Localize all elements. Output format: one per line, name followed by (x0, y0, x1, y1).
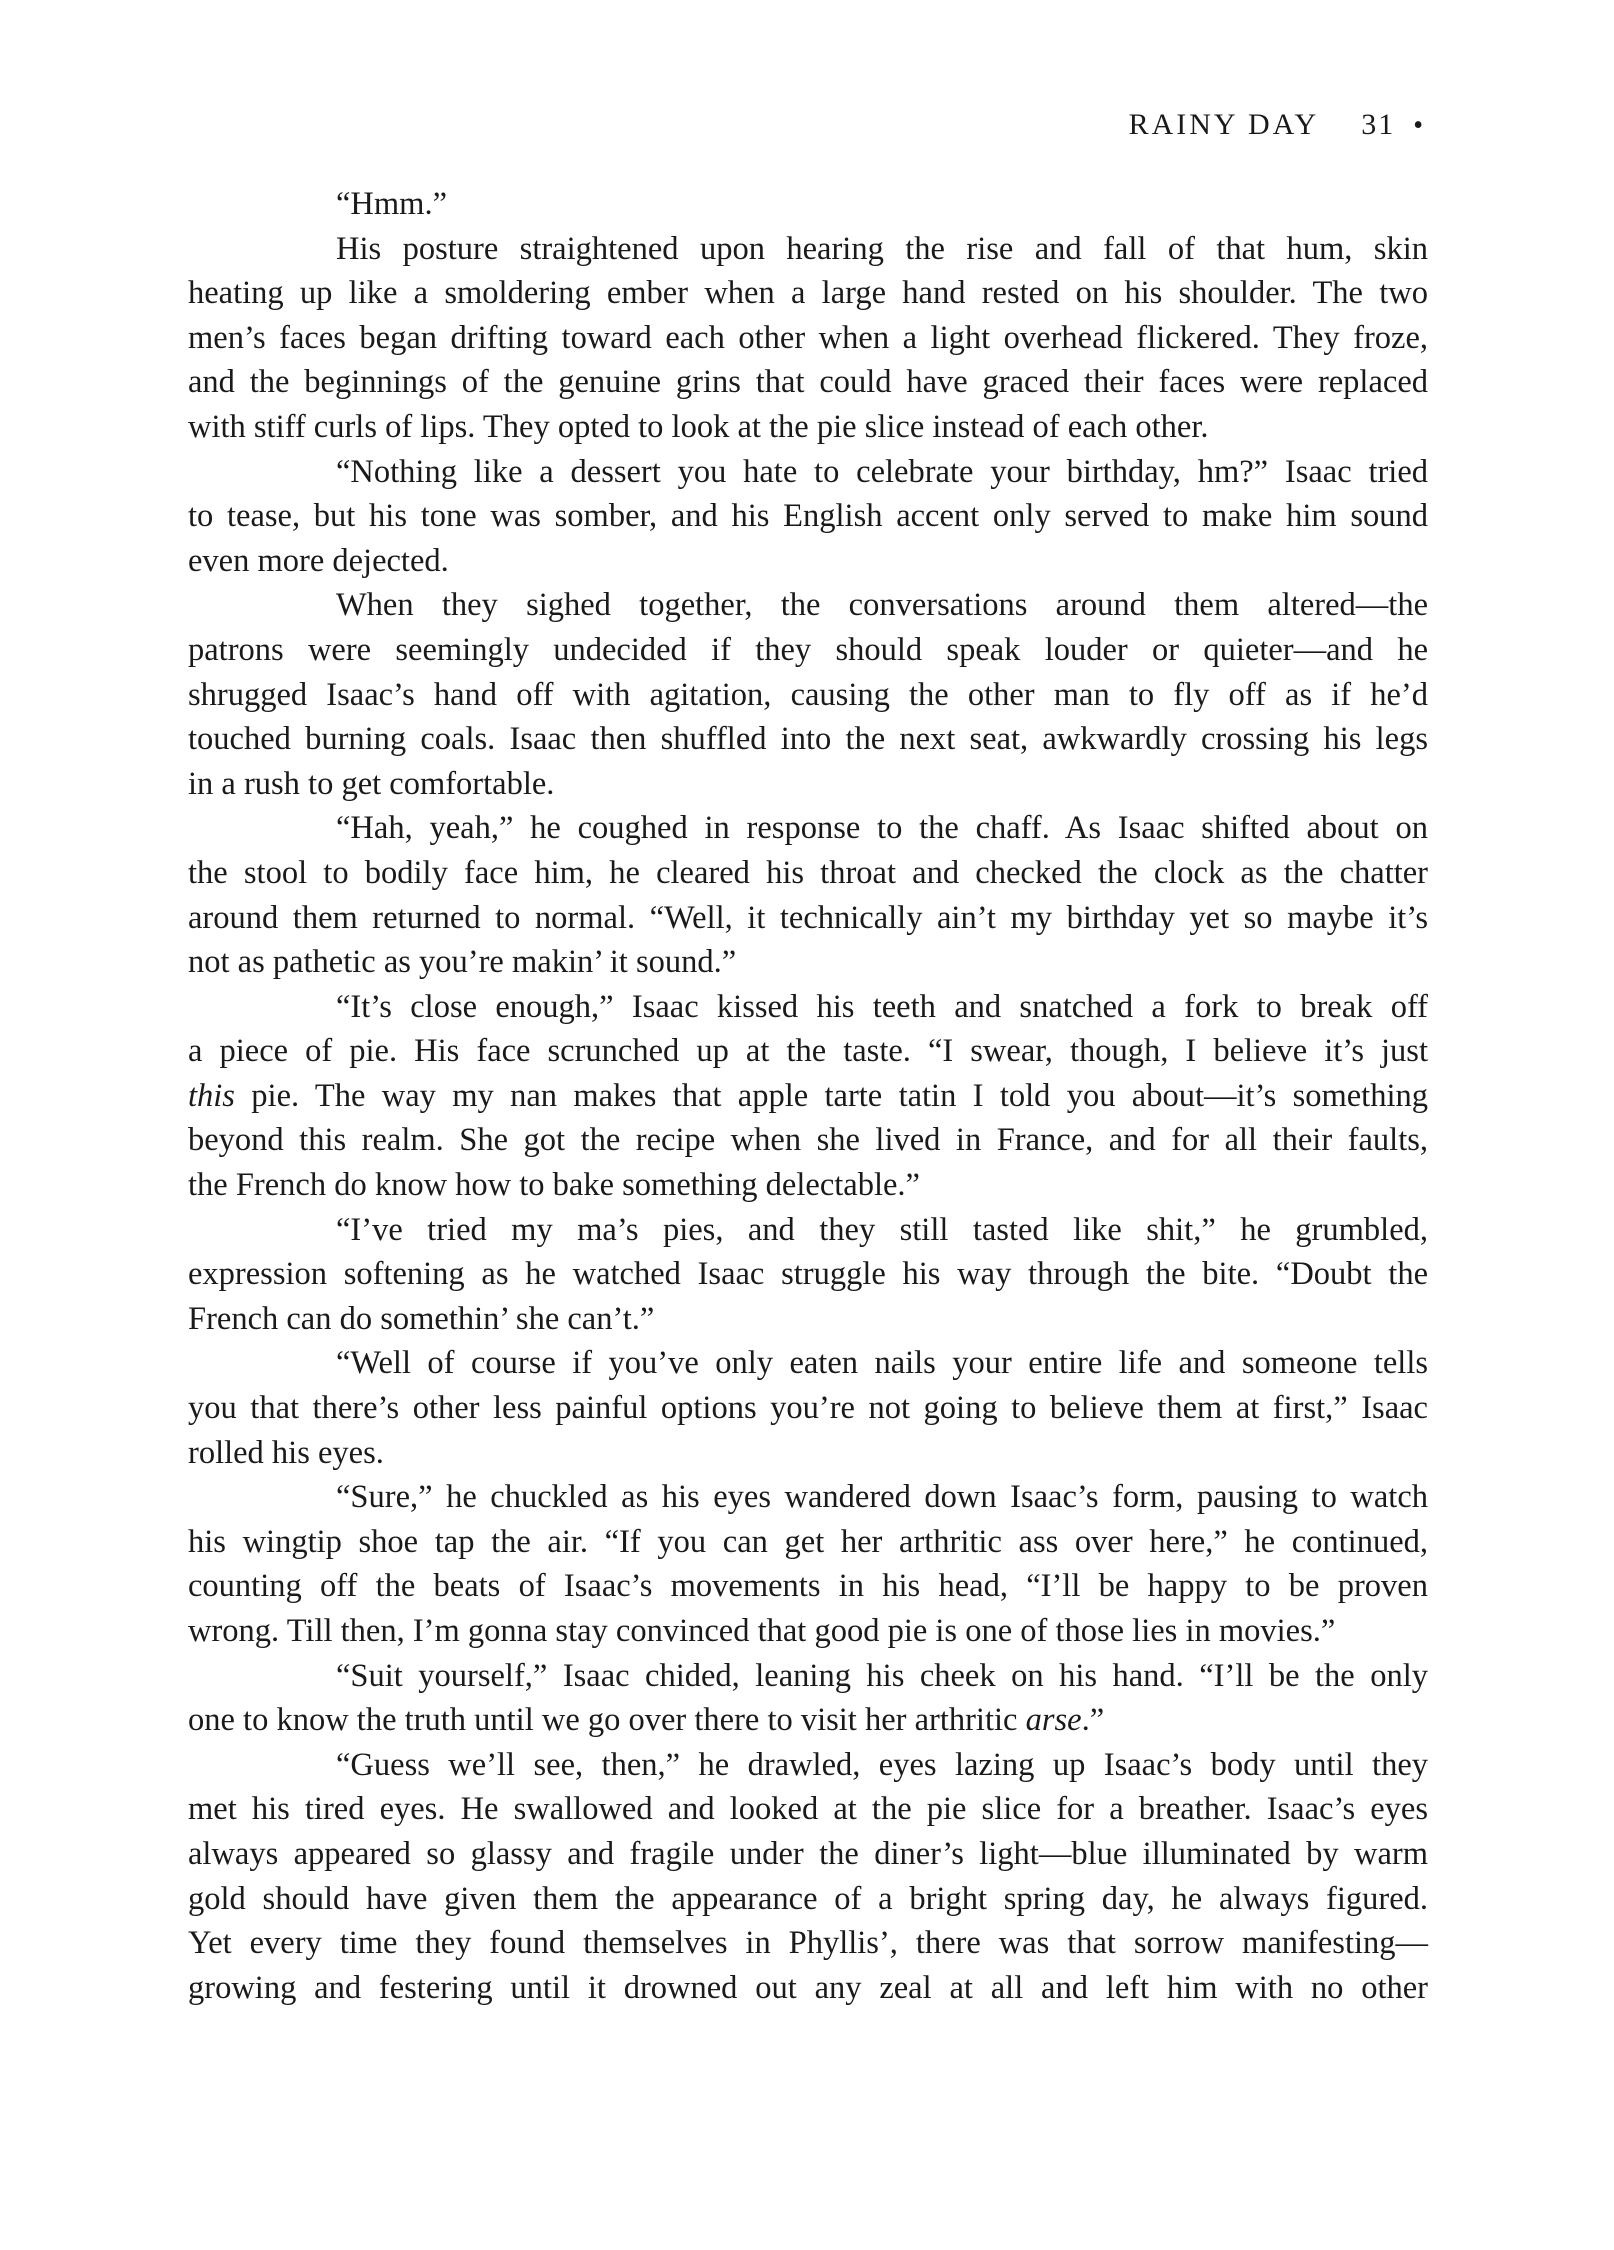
text-line: French can do somethin’ she can’t.” (188, 1300, 655, 1337)
running-head-title: RAINY DAY (1128, 108, 1320, 141)
text-line: in a rush to get comfortable. (188, 765, 555, 802)
running-head (1129, 108, 1426, 142)
text-line: “It’s close enough,” Isaac kissed his teeth and snatched a fork to break off (336, 988, 1428, 1025)
text-line: the stool to bodily face him, he cleared his throat and checked the clock as the chatter (188, 854, 1428, 891)
text-line: men’s faces began drifting toward each other when a light overhead flickered. They froze, (188, 319, 1428, 356)
page-number: 31 (1361, 108, 1396, 141)
text-line: His posture straightened upon hearing the rise and fall of that hum, skin (336, 230, 1428, 267)
text-line: counting off the beats of Isaac’s movements in his head, “I’ll be happy to be proven (188, 1568, 1428, 1605)
text-line: “Guess we’ll see, then,” he drawled, eyes lazing up Isaac’s body until they (336, 1746, 1428, 1783)
text-line: you that there’s other less painful options you’re not going to believe them at first,” Isaac (188, 1390, 1428, 1427)
text-line: the French do know how to bake something delectable.” (188, 1167, 920, 1204)
italic-emphasis: this (188, 1077, 235, 1114)
text-line: shrugged Isaac’s hand off with agitation, causing the other man to fly off as if he’d (188, 676, 1428, 713)
text-line: beyond this realm. She got the recipe when she lived in France, and for all their faults, (188, 1122, 1428, 1159)
text-line: When they sighed together, the conversations around them altered—the (336, 587, 1428, 624)
text-line: “I’ve tried my ma’s pies, and they still tasted like shit,” he grumbled, (336, 1211, 1428, 1248)
text-line: a piece of pie. His face scrunched up at the taste. “I swear, though, I believe it’s just (188, 1033, 1428, 1070)
text-line: around them returned to normal. “Well, it technically ain’t my birthday yet so maybe it’s (188, 899, 1428, 936)
body-text (188, 182, 1428, 2010)
text-line: with stiff curls of lips. They opted to look at the pie slice instead of each other. (188, 408, 1209, 445)
text-line: and the beginnings of the genuine grins that could have graced their faces were replaced (188, 364, 1428, 401)
text-line: “Hmm.” (336, 186, 448, 222)
text-line: “Suit yourself,” Isaac chided, leaning his cheek on his hand. “I’ll be the only (336, 1657, 1428, 1694)
text-line: “Sure,” he chuckled as his eyes wandered down Isaac’s form, pausing to watch (336, 1479, 1428, 1516)
text-line: “Nothing like a dessert you hate to celebrate your birthday, hm?” Isaac tried (336, 453, 1428, 490)
text-line: wrong. Till then, I’m gonna stay convinced that good pie is one of those lies in movies.” (188, 1613, 1336, 1649)
text-line: this pie. The way my nan makes that apple tarte tatin I told you about—it’s something (188, 1077, 1428, 1114)
text-line: “Well of course if you’ve only eaten nails your entire life and someone tells (336, 1345, 1428, 1382)
text-line: gold should have given them the appearance of a bright spring day, he always figured. (188, 1880, 1428, 1917)
text-line: even more dejected. (188, 542, 449, 579)
page-number-bullet: • (1413, 110, 1426, 141)
text-line: always appeared so glassy and fragile under the diner’s light—blue illuminated by warm (188, 1835, 1428, 1872)
text-line: expression softening as he watched Isaac struggle his way through the bite. “Doubt the (188, 1256, 1428, 1293)
text-line: growing and festering until it drowned out any zeal at all and left him with no other (188, 1969, 1428, 2006)
text-line: not as pathetic as you’re makin’ it sound.” (188, 944, 737, 981)
italic-emphasis: arse (1025, 1702, 1082, 1739)
text-line: to tease, but his tone was somber, and his English accent only served to make him sound (188, 498, 1428, 535)
text-line: Yet every time they found themselves in Phyllis’, there was that sorrow manifesting— (188, 1925, 1428, 1962)
text-line: heating up like a smoldering ember when a large hand rested on his shoulder. The two (188, 275, 1428, 312)
text-line: his wingtip shoe tap the air. “If you can get her arthritic ass over here,” he continued, (188, 1523, 1428, 1560)
text-line: met his tired eyes. He swallowed and looked at the pie slice for a breather. Isaac’s eyes (188, 1791, 1428, 1828)
text-line: one to know the truth until we go over there to visit her arthritic arse.” (188, 1702, 1105, 1739)
text-line: patrons were seemingly undecided if they should speak louder or quieter—and he (188, 631, 1428, 668)
text-line: rolled his eyes. (188, 1434, 384, 1471)
text-line: touched burning coals. Isaac then shuffled into the next seat, awkwardly crossing his legs (188, 721, 1428, 758)
text-line: “Hah, yeah,” he coughed in response to the chaff. As Isaac shifted about on (336, 810, 1428, 847)
